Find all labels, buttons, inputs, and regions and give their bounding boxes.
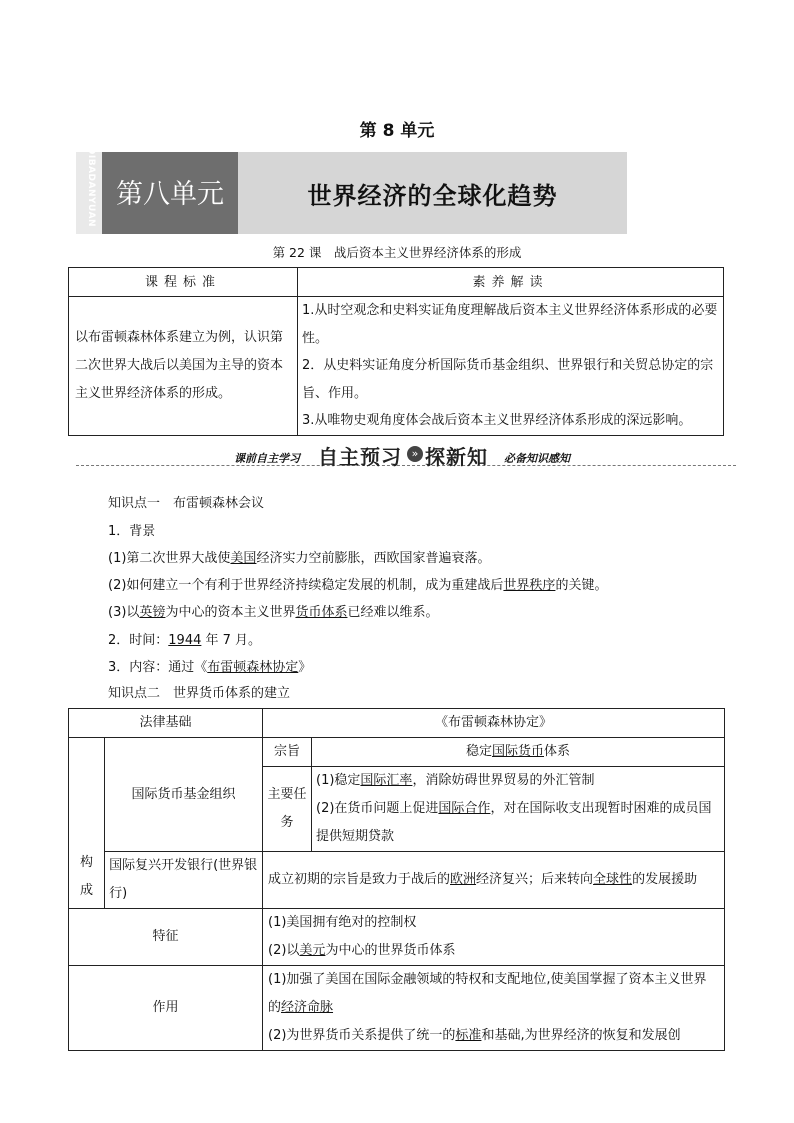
- banner-side-text: DIBADANYUAN: [86, 146, 96, 228]
- fill-blank: 英镑: [139, 605, 166, 620]
- kp2-title: 知识点二 世界货币体系的建立: [108, 686, 291, 701]
- banner-side-strip: [76, 146, 102, 234]
- fill-blank: 国际合作: [438, 801, 491, 816]
- world-bank-label: 国际复兴开发银行(世界银行): [105, 852, 263, 909]
- fill-blank: 经济命脉: [281, 1000, 334, 1015]
- kp1-content: 3．内容：通过《布雷顿森林协定》: [108, 660, 312, 675]
- imf-label: 国际货币基金组织: [105, 738, 263, 852]
- standards-right-cell: [298, 297, 724, 436]
- fill-blank: 国际货币: [491, 744, 544, 759]
- standards-table: [68, 267, 724, 436]
- divider-right-caption: 必备知识感知: [504, 452, 570, 465]
- literacy-item: 3.从唯物史观角度体会战后资本主义世界经济体系形成的深远影响。: [302, 413, 692, 428]
- unit-title: 第 8 单元: [359, 121, 435, 141]
- role-value: (1)加强了美国在国际金融领域的特权和支配地位,使美国掌握了资本主义世界的经济命脉 (2)为世界货币关系提供了统一的标准和基础,为世界经济的恢复和发展创: [263, 966, 725, 1051]
- divider-title-right: 探新知: [425, 445, 488, 469]
- fill-blank: 世界秩序: [503, 578, 556, 593]
- fill-blank: 布雷顿森林协定: [207, 660, 299, 675]
- banner-unit-label: 第八单元: [116, 179, 224, 210]
- fill-blank: 国际汇率: [360, 773, 413, 788]
- feature-value: (1)美国拥有绝对的控制权 (2)以美元为中心的世界货币体系: [263, 909, 725, 966]
- literacy-item: 2．从史料实证角度分析国际货币基金组织、世界银行和关贸总协定的宗旨、作用。: [302, 358, 714, 401]
- divider-left-caption: 课前自主学习: [234, 452, 300, 465]
- lesson-title: 第 22 课 战后资本主义世界经济体系的形成: [272, 245, 522, 260]
- section-divider: [76, 441, 736, 473]
- fill-blank: 货币体系: [295, 605, 348, 620]
- task-value: (1)稳定国际汇率，消除妨碍世界贸易的外汇管制 (2)在货币问题上促进国际合作，对在国际收支出现暂时困难的成员国提供短期贷款: [312, 767, 725, 852]
- fill-blank: 欧洲: [450, 872, 477, 887]
- goal-label: 宗旨: [263, 738, 312, 767]
- kp1-bullet-2: (2)如何建立一个有利于世界经济持续稳定发展的机制，成为重建战后世界秩序的关键。: [108, 578, 608, 593]
- monetary-system-table: [68, 708, 725, 1051]
- fill-blank: 美元: [299, 943, 326, 958]
- kp1-bullet-1: (1)第二次世界大战使美国经济实力空前膨胀，西欧国家普遍衰落。: [108, 551, 491, 566]
- literacy-item: 1.从时空观念和史料实证角度理解战后资本主义世界经济体系形成的必要性。: [302, 303, 718, 346]
- standards-left-text: 以布雷顿森林体系建立为例，认识第二次世界大战后以美国为主导的资本主义世界经济体系的形成。: [69, 297, 298, 436]
- kp1-bullet-3: (3)以英镑为中心的资本主义世界货币体系已经难以维系。: [108, 605, 439, 620]
- kp1-title: 知识点一 布雷顿森林会议: [108, 496, 265, 511]
- divider-title-left: 自主预习: [318, 445, 402, 469]
- row-legal-basis-label: 法律基础: [69, 709, 263, 738]
- fill-blank: 美国: [230, 551, 257, 566]
- fill-blank: 全球性: [593, 872, 633, 887]
- goal-value: 稳定国际货币体系: [312, 738, 725, 767]
- world-bank-value: 成立初期的宗旨是致力于战后的欧洲经济复兴；后来转向全球性的发展援助: [263, 852, 725, 909]
- banner-main-title: 世界经济的全球化趋势: [307, 181, 558, 210]
- divider-dashed-line: [76, 465, 736, 466]
- task-label: 主要任务: [263, 767, 312, 852]
- fill-blank: 标准: [455, 1028, 482, 1043]
- feature-label: 特征: [69, 909, 263, 966]
- row-legal-basis-value: 《布雷顿森林协定》: [263, 709, 725, 738]
- role-label: 作用: [69, 966, 263, 1051]
- banner-unit-box: [102, 152, 238, 234]
- standards-header-right: 素养解读: [298, 268, 724, 297]
- kp1-time: 2．时间：1944 年 7 月。: [108, 633, 262, 648]
- kp1-section-background: 1．背景: [108, 524, 156, 539]
- composition-label: 构成: [69, 738, 105, 909]
- double-arrow-icon: »: [407, 446, 423, 462]
- fill-blank: 1944: [168, 633, 202, 648]
- standards-header-left: 课程标准: [69, 268, 298, 297]
